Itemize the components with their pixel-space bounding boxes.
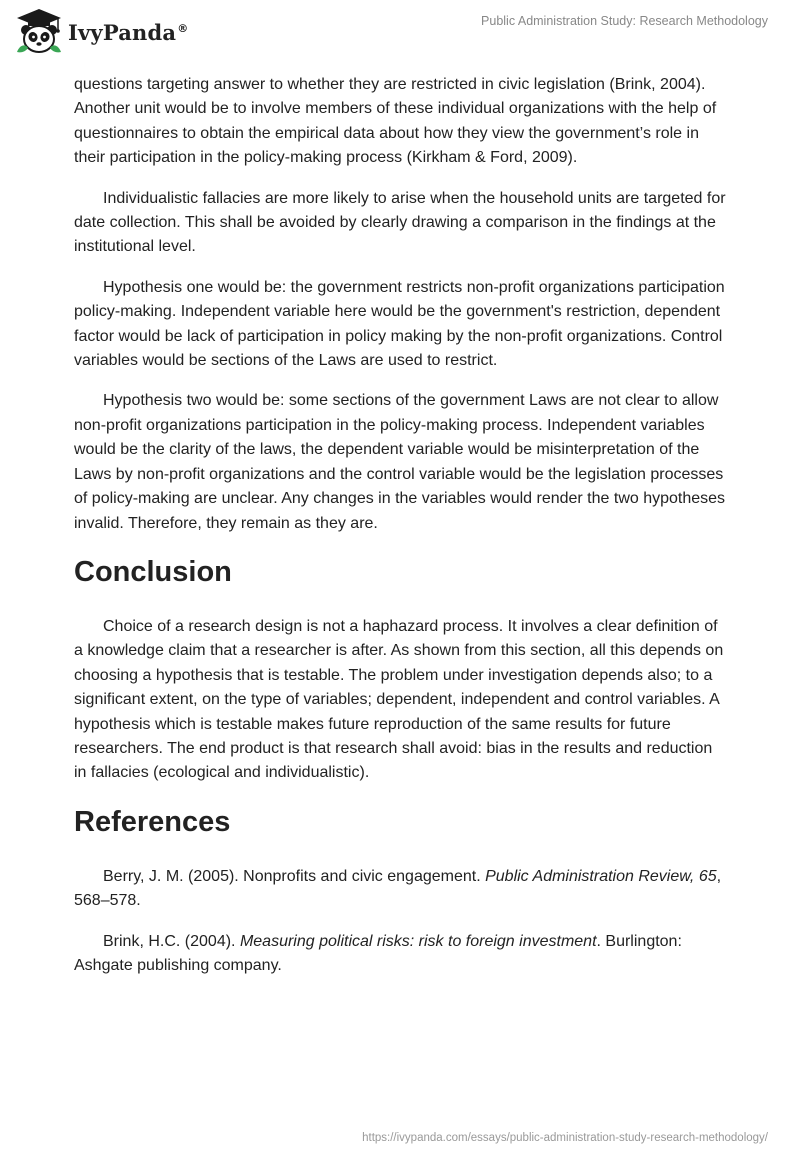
panda-graduation-icon <box>14 8 64 56</box>
reference-entry: Berry, J. M. (2005). Nonprofits and civic engagement. Public Administration Review, 65, 568–578. <box>74 867 722 910</box>
ivypanda-logo[interactable] <box>14 8 188 56</box>
conclusion-heading: Conclusion <box>74 555 232 588</box>
document-title: Public Administration Study: Research Methodology <box>481 14 768 28</box>
paragraph-hypothesis-one: Hypothesis one would be: the government restricts non-profit organizations participation policy-making. Independent variable here would be the government's restriction, dependent factor would be lack of participation in policy making by the non-profit organizations. Control variables would be sections of the Laws are used to restrict. <box>74 278 725 370</box>
conclusion-paragraph: Choice of a research design is not a haphazard process. It involves a clear definition of a knowledge claim that a researcher is after. As shown from this section, all this depends on choosing a hypothesis that is testable. The problem under investigation depends also; to a significant extent, on the type of variables; dependent, independent and control variables. A hypothesis which is testable makes future reproduction of the same results for future researchers. The end product is that research shall avoid: bias in the results and reduction in fallacies (ecological and individualistic). <box>74 617 724 782</box>
paragraph-continued: questions targeting answer to whether they are restricted in civic legislation (Brink, 2004). Another unit would be to involve members of these individual organizations with the help of questionnaires to obtain the empirical data about how they view the government’s role in their participation in the policy-making process (Kirkham & Ford, 2009). <box>74 76 717 167</box>
reference-entry: Brink, H.C. (2004). Measuring political risks: risk to foreign investment. Burlington: Ashgate publishing company. <box>74 932 682 974</box>
paragraph-hypothesis-two: Hypothesis two would be: some sections of the government Laws are not clear to allow non-profit organizations participation in the policy-making process. Independent variables would be the clarity of the laws, the dependent variable would be misinterpretation of the Laws by non-profit organizations and the control variable would be the legislation processes of policy-making are unclear. Any changes in the variables would render the two hypotheses invalid. Therefore, they remain as they are. <box>74 392 726 532</box>
source-url[interactable]: https://ivypanda.com/essays/public-administration-study-research-methodology/ <box>362 1132 768 1144</box>
logo-wordmark: IvyPanda® <box>68 19 189 45</box>
essay-content <box>74 73 726 994</box>
page-header <box>0 0 800 70</box>
references-heading: References <box>74 805 231 838</box>
paragraph-fallacies: Individualistic fallacies are more likely to arise when the household units are targeted for date collection. This shall be avoided by clearly drawing a comparison in the findings at the institutional level. <box>74 189 726 256</box>
